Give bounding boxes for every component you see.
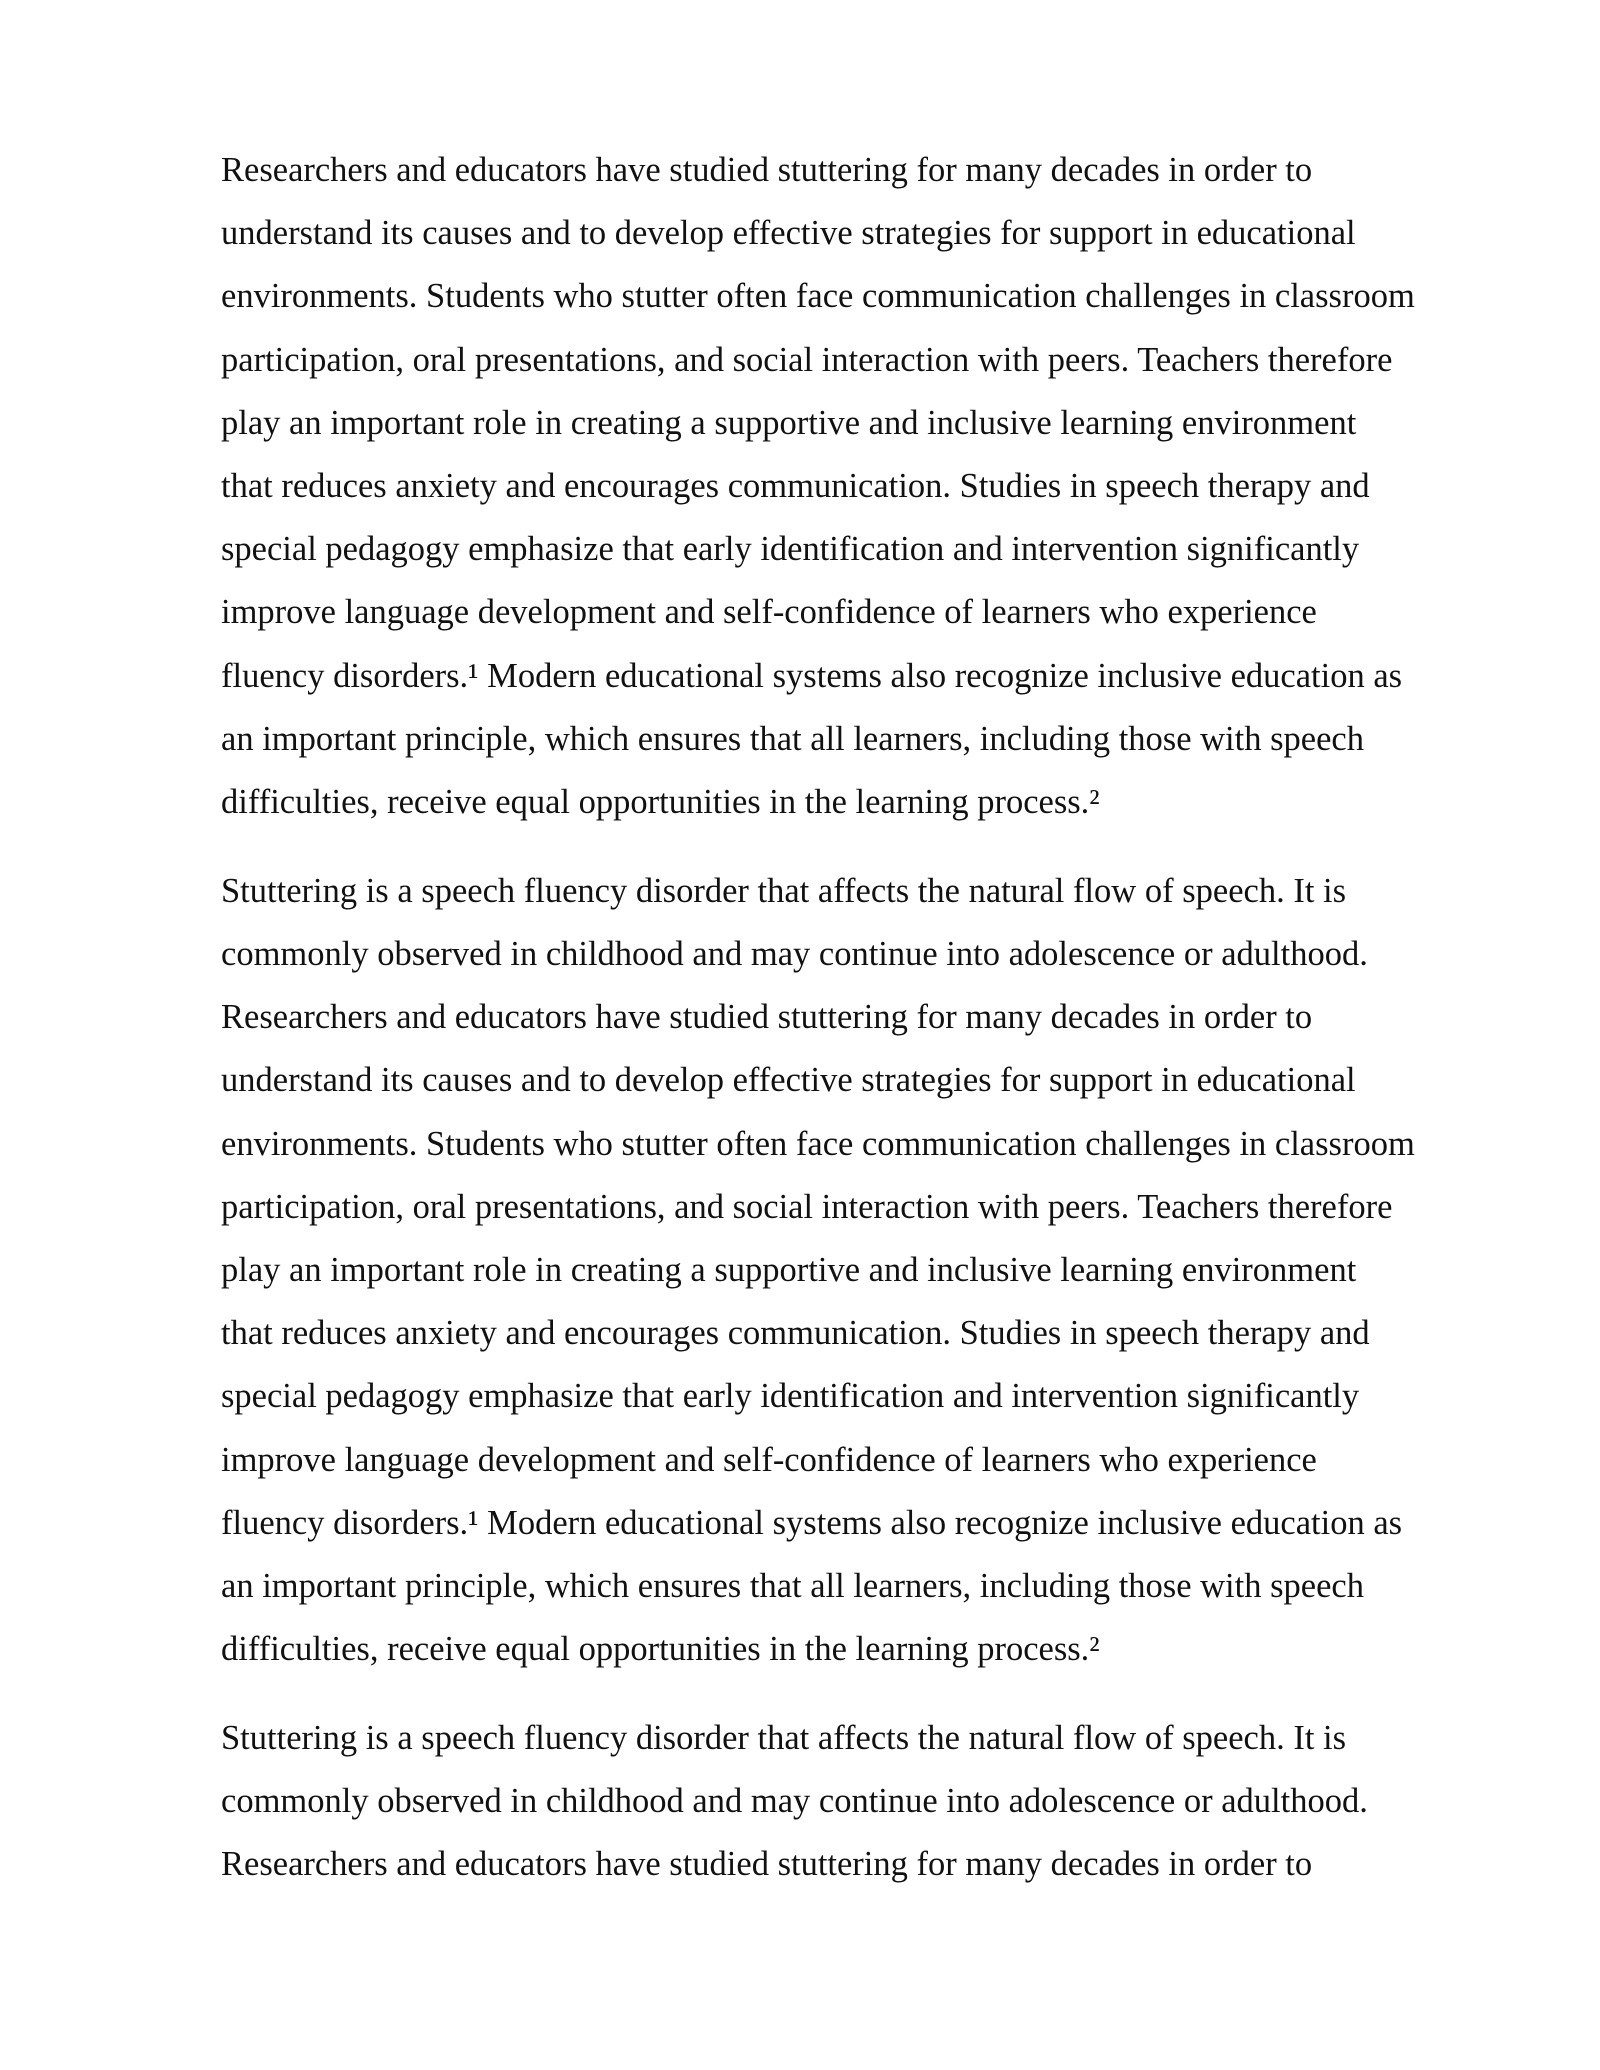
text-line: environments. Students who stutter often face communication challenges in classroom (221, 1124, 1415, 1163)
document-body (221, 139, 1511, 1922)
text-line: understand its causes and to develop effective strategies for support in educational (221, 214, 1356, 253)
text-line: Researchers and educators have studied stuttering for many decades in order to (221, 998, 1313, 1037)
text-line: difficulties, receive equal opportunities in the learning process.² (221, 1630, 1100, 1669)
text-line: an important principle, which ensures that all learners, including those with speech (221, 1566, 1364, 1605)
text-line: Researchers and educators have studied stuttering for many decades in order to (221, 151, 1313, 189)
text-line: that reduces anxiety and encourages communication. Studies in speech therapy and (221, 467, 1370, 506)
paragraph (221, 1707, 1511, 1897)
text-line: Researchers and educators have studied stuttering for many decades in order to (221, 1845, 1313, 1884)
text-line: an important principle, which ensures that all learners, including those with speech (221, 719, 1364, 758)
text-line: that reduces anxiety and encourages communication. Studies in speech therapy and (221, 1314, 1370, 1353)
text-line: Stuttering is a speech fluency disorder that affects the natural flow of speech. It is (221, 1718, 1347, 1757)
text-line: commonly observed in childhood and may continue into adolescence or adulthood. (221, 934, 1368, 973)
text-line: participation, oral presentations, and social interaction with peers. Teachers therefore (221, 1187, 1393, 1226)
text-line: fluency disorders.¹ Modern educational systems also recognize inclusive education as (221, 1503, 1403, 1542)
text-line: Stuttering is a speech fluency disorder that affects the natural flow of speech. It is (221, 871, 1347, 910)
text-line: improve language development and self-confidence of learners who experience (221, 593, 1317, 632)
text-line: special pedagogy emphasize that early identification and intervention significantly (221, 530, 1360, 569)
text-line: difficulties, receive equal opportunities in the learning process.² (221, 783, 1100, 822)
text-line: commonly observed in childhood and may continue into adolescence or adulthood. (221, 1782, 1368, 1821)
text-line: special pedagogy emphasize that early identification and intervention significantly (221, 1377, 1360, 1416)
text-line: environments. Students who stutter often face communication challenges in classroom (221, 277, 1415, 316)
text-line: play an important role in creating a supportive and inclusive learning environment (221, 403, 1357, 442)
text-line: fluency disorders.¹ Modern educational systems also recognize inclusive education as (221, 656, 1403, 695)
text-line: play an important role in creating a supportive and inclusive learning environment (221, 1250, 1357, 1289)
text-line: participation, oral presentations, and social interaction with peers. Teachers therefore (221, 340, 1393, 379)
text-line: understand its causes and to develop effective strategies for support in educational (221, 1061, 1356, 1100)
paragraph (221, 860, 1511, 1682)
text-line: improve language development and self-confidence of learners who experience (221, 1440, 1317, 1479)
paragraph (221, 139, 1511, 834)
